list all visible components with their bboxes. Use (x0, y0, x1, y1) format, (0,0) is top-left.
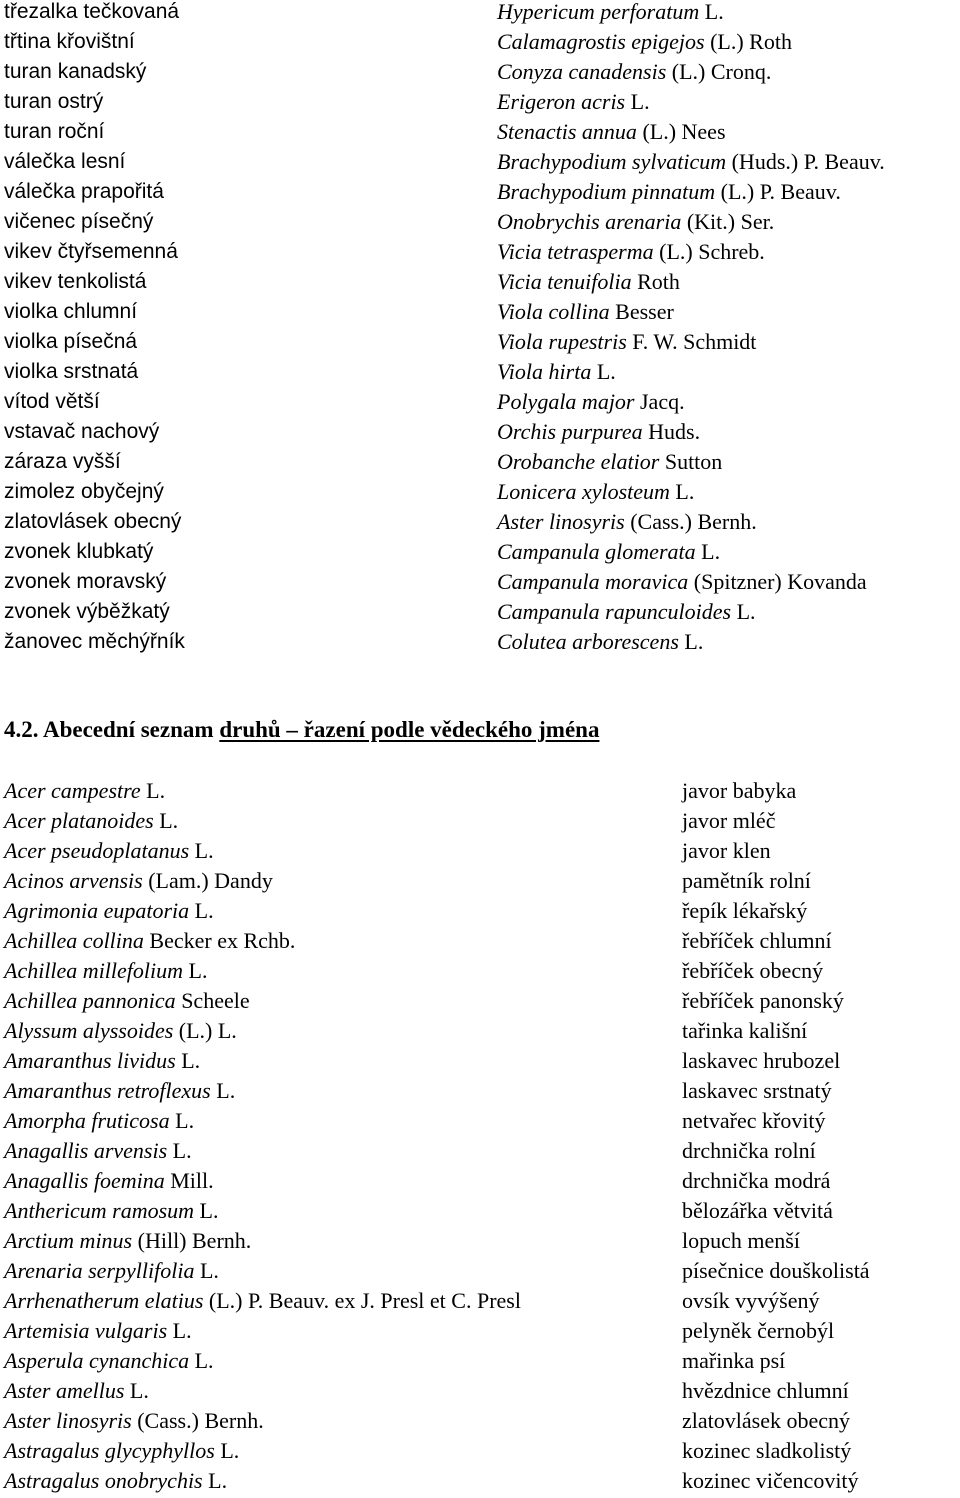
species-name: Acinos arvensis (4, 868, 143, 893)
species-author: (L.) Cronq. (666, 59, 772, 84)
list-item (4, 896, 521, 926)
list-item (4, 1436, 521, 1466)
czech-names-column-bottom (682, 776, 870, 1496)
list-item (497, 447, 885, 477)
species-name: Achillea collina (4, 928, 144, 953)
list-item (497, 177, 885, 207)
species-author: L. (202, 1468, 228, 1493)
list-item: vikev čtyřsemenná (4, 240, 178, 263)
czech-names-column-top (4, 0, 185, 657)
list-item (497, 297, 885, 327)
species-name: Campanula rapunculoides (497, 599, 732, 624)
list-item: violka písečná (4, 330, 138, 353)
list-item (4, 1466, 521, 1496)
list-item: javor babyka (682, 778, 797, 803)
list-item (4, 1076, 521, 1106)
species-name: Orobanche elatior (497, 449, 660, 474)
list-item (4, 1046, 521, 1076)
species-name: Acer campestre (4, 778, 141, 803)
list-item (497, 357, 885, 387)
list-item: javor mléč (682, 808, 776, 833)
list-item: řebříček obecný (682, 958, 824, 983)
list-item (497, 27, 885, 57)
list-item: zlatovlásek obecný (4, 510, 182, 533)
list-item (4, 986, 521, 1016)
list-item (497, 507, 885, 537)
list-item (497, 477, 885, 507)
list-item: ovsík vyvýšený (682, 1288, 820, 1313)
section-heading (4, 713, 599, 747)
species-name: Aster linosyris (4, 1408, 132, 1433)
species-author: (L.) Roth (704, 29, 792, 54)
species-author: (Lam.) Dandy (142, 868, 273, 893)
species-author: L. (189, 838, 214, 863)
species-author: L. (194, 1258, 219, 1283)
species-author: (L.) L. (173, 1018, 237, 1043)
species-author: (Spitzner) Kovanda (688, 569, 867, 594)
species-name: Amaranthus lividus (4, 1048, 176, 1073)
list-item (497, 147, 885, 177)
species-author: (Cass.) Bernh. (624, 509, 757, 534)
species-name: Brachypodium sylvaticum (497, 149, 727, 174)
species-author: Scheele (175, 988, 250, 1013)
list-item (497, 117, 885, 147)
list-item: violka chlumní (4, 300, 138, 323)
list-item: řebříček chlumní (682, 928, 832, 953)
list-item (4, 1106, 521, 1136)
list-item: tařinka kališní (682, 1018, 808, 1043)
species-author: (Hill) Bernh. (132, 1228, 252, 1253)
species-author: (Cass.) Bernh. (131, 1408, 264, 1433)
species-author: Sutton (659, 449, 723, 474)
list-item (4, 866, 521, 896)
species-author: L. (183, 958, 208, 983)
list-item (497, 417, 885, 447)
list-item: violka srstnatá (4, 360, 139, 383)
list-item (497, 0, 885, 27)
list-item (4, 956, 521, 986)
list-item: vičenec písečný (4, 210, 154, 233)
species-name: Erigeron acris (497, 89, 626, 114)
species-name: Vicia tenuifolia (497, 269, 632, 294)
list-item: třezalka tečkovaná (4, 0, 180, 23)
species-name: Asperula cynanchica (4, 1348, 190, 1373)
list-item: lopuch menší (682, 1228, 800, 1253)
species-author: L. (169, 1108, 195, 1133)
species-author: L. (189, 898, 214, 923)
species-name: Acer pseudoplatanus (4, 838, 190, 863)
species-name: Aster linosyris (497, 509, 625, 534)
species-author: L. (678, 629, 704, 654)
species-author: L. (167, 1138, 192, 1163)
species-name: Artemisia vulgaris (4, 1318, 168, 1343)
species-author: L. (167, 1318, 192, 1343)
species-author: L. (210, 1078, 236, 1103)
list-item: turan kanadský (4, 60, 147, 83)
species-name: Anthericum ramosum (4, 1198, 195, 1223)
list-item: bělozářka větvitá (682, 1198, 833, 1223)
list-item (497, 537, 885, 567)
species-name: Vicia tetrasperma (497, 239, 654, 264)
list-item (4, 1016, 521, 1046)
species-author: L. (214, 1438, 240, 1463)
species-author: L. (695, 539, 721, 564)
species-name: Amaranthus retroflexus (4, 1078, 211, 1103)
list-item: zvonek klubkatý (4, 540, 154, 563)
list-item: laskavec srstnatý (682, 1078, 832, 1103)
list-item: zvonek moravský (4, 570, 167, 593)
list-item (4, 1346, 521, 1376)
species-name: Onobrychis arenaria (497, 209, 682, 234)
species-name: Amorpha fruticosa (4, 1108, 170, 1133)
list-item: pamětník rolní (682, 868, 811, 893)
list-item: drchnička modrá (682, 1168, 831, 1193)
species-author: (Huds.) P. Beauv. (726, 149, 885, 174)
species-name: Achillea pannonica (4, 988, 176, 1013)
list-item: řepík lékařský (682, 898, 808, 923)
list-item (4, 1256, 521, 1286)
species-author: (L.) P. Beauv. (715, 179, 841, 204)
list-item: zimolez obyčejný (4, 480, 164, 503)
list-item: vstavač nachový (4, 420, 160, 443)
list-item (497, 237, 885, 267)
list-item: laskavec hrubozel (682, 1048, 841, 1073)
list-item (4, 1196, 521, 1226)
species-author: Mill. (164, 1168, 214, 1193)
section-number: 4.2. (4, 717, 43, 742)
species-author: L. (669, 479, 695, 504)
list-item: vítod větší (4, 390, 100, 413)
list-item (4, 926, 521, 956)
list-item (4, 1226, 521, 1256)
species-author: (L.) P. Beauv. ex J. Presl et C. Presl (203, 1288, 521, 1313)
list-item: válečka lesní (4, 150, 126, 173)
list-item: turan roční (4, 120, 105, 143)
list-item (4, 1406, 521, 1436)
species-name: Agrimonia eupatoria (4, 898, 190, 923)
species-author: L. (140, 778, 166, 803)
species-name: Acer platanoides (4, 808, 154, 833)
list-item: třtina křovištní (4, 30, 135, 53)
species-author: (Kit.) Ser. (681, 209, 775, 234)
list-item: kozinec sladkolistý (682, 1438, 852, 1463)
list-item: řebříček panonský (682, 988, 844, 1013)
list-item: zvonek výběžkatý (4, 600, 170, 623)
species-author: Becker ex Rchb. (143, 928, 296, 953)
list-item: drchnička rolní (682, 1138, 816, 1163)
species-name: Viola collina (497, 299, 610, 324)
list-item (497, 567, 885, 597)
list-item (497, 57, 885, 87)
species-name: Viola hirta (497, 359, 592, 384)
species-name: Arenaria serpyllifolia (4, 1258, 195, 1283)
species-author: L. (699, 0, 724, 24)
list-item (4, 1166, 521, 1196)
species-author: L. (194, 1198, 219, 1223)
species-name: Hypericum perforatum (497, 0, 700, 24)
species-author: L. (625, 89, 650, 114)
species-author: F. W. Schmidt (626, 329, 757, 354)
species-name: Orchis purpurea (497, 419, 643, 444)
list-item (497, 627, 885, 657)
species-name: Anagallis foemina (4, 1168, 165, 1193)
section-title-start: Abecední seznam (42, 717, 220, 742)
list-item (4, 776, 521, 806)
list-item (497, 267, 885, 297)
list-item: kozinec vičencovitý (682, 1468, 859, 1493)
list-item: netvařec křovitý (682, 1108, 826, 1133)
species-name: Alyssum alyssoides (4, 1018, 174, 1043)
list-item (497, 87, 885, 117)
list-item (4, 1316, 521, 1346)
list-item (497, 207, 885, 237)
species-name: Anagallis arvensis (4, 1138, 168, 1163)
latin-names-column-top (497, 0, 885, 657)
list-item: vikev tenkolistá (4, 270, 147, 293)
species-name: Aster amellus (4, 1378, 125, 1403)
species-author: Jacq. (634, 389, 685, 414)
species-name: Arrhenatherum elatius (4, 1288, 204, 1313)
species-author: (L.) Schreb. (653, 239, 765, 264)
list-item (4, 806, 521, 836)
species-name: Stenactis annua (497, 119, 637, 144)
species-author: L. (124, 1378, 149, 1403)
section-title-underlined: druhů – řazení podle vědeckého jména (219, 717, 600, 742)
list-item (4, 1136, 521, 1166)
list-item: javor klen (682, 838, 771, 863)
list-item (4, 836, 521, 866)
list-item: záraza vyšší (4, 450, 121, 473)
list-item (497, 327, 885, 357)
species-name: Arctium minus (4, 1228, 133, 1253)
species-name: Lonicera xylosteum (497, 479, 670, 504)
list-item: písečnice douškolistá (682, 1258, 870, 1283)
species-name: Viola rupestris (497, 329, 627, 354)
species-author: L. (731, 599, 756, 624)
species-name: Achillea millefolium (4, 958, 184, 983)
species-author: L. (175, 1048, 201, 1073)
species-author: L. (153, 808, 179, 833)
list-item (497, 387, 885, 417)
species-author: L. (189, 1348, 214, 1373)
list-item: turan ostrý (4, 90, 104, 113)
species-name: Conyza canadensis (497, 59, 667, 84)
species-author: (L.) Nees (636, 119, 726, 144)
list-item (497, 597, 885, 627)
species-author: Roth (631, 269, 680, 294)
species-name: Colutea arborescens (497, 629, 679, 654)
species-name: Calamagrostis epigejos (497, 29, 705, 54)
list-item: mařinka psí (682, 1348, 786, 1373)
list-item: žanovec měchýřník (4, 630, 185, 653)
list-item (4, 1376, 521, 1406)
list-item: pelyněk černobýl (682, 1318, 835, 1343)
list-item: válečka prapořitá (4, 180, 164, 203)
species-name: Astragalus glycyphyllos (4, 1438, 215, 1463)
species-author: Besser (609, 299, 674, 324)
list-item (4, 1286, 521, 1316)
list-item: zlatovlásek obecný (682, 1408, 850, 1433)
species-name: Polygala major (497, 389, 635, 414)
species-name: Astragalus onobrychis (4, 1468, 203, 1493)
species-author: Huds. (642, 419, 701, 444)
species-name: Brachypodium pinnatum (497, 179, 716, 204)
species-name: Campanula moravica (497, 569, 689, 594)
list-item: hvězdnice chlumní (682, 1378, 849, 1403)
species-author: L. (591, 359, 616, 384)
species-name: Campanula glomerata (497, 539, 696, 564)
scientific-names-column (4, 776, 521, 1496)
